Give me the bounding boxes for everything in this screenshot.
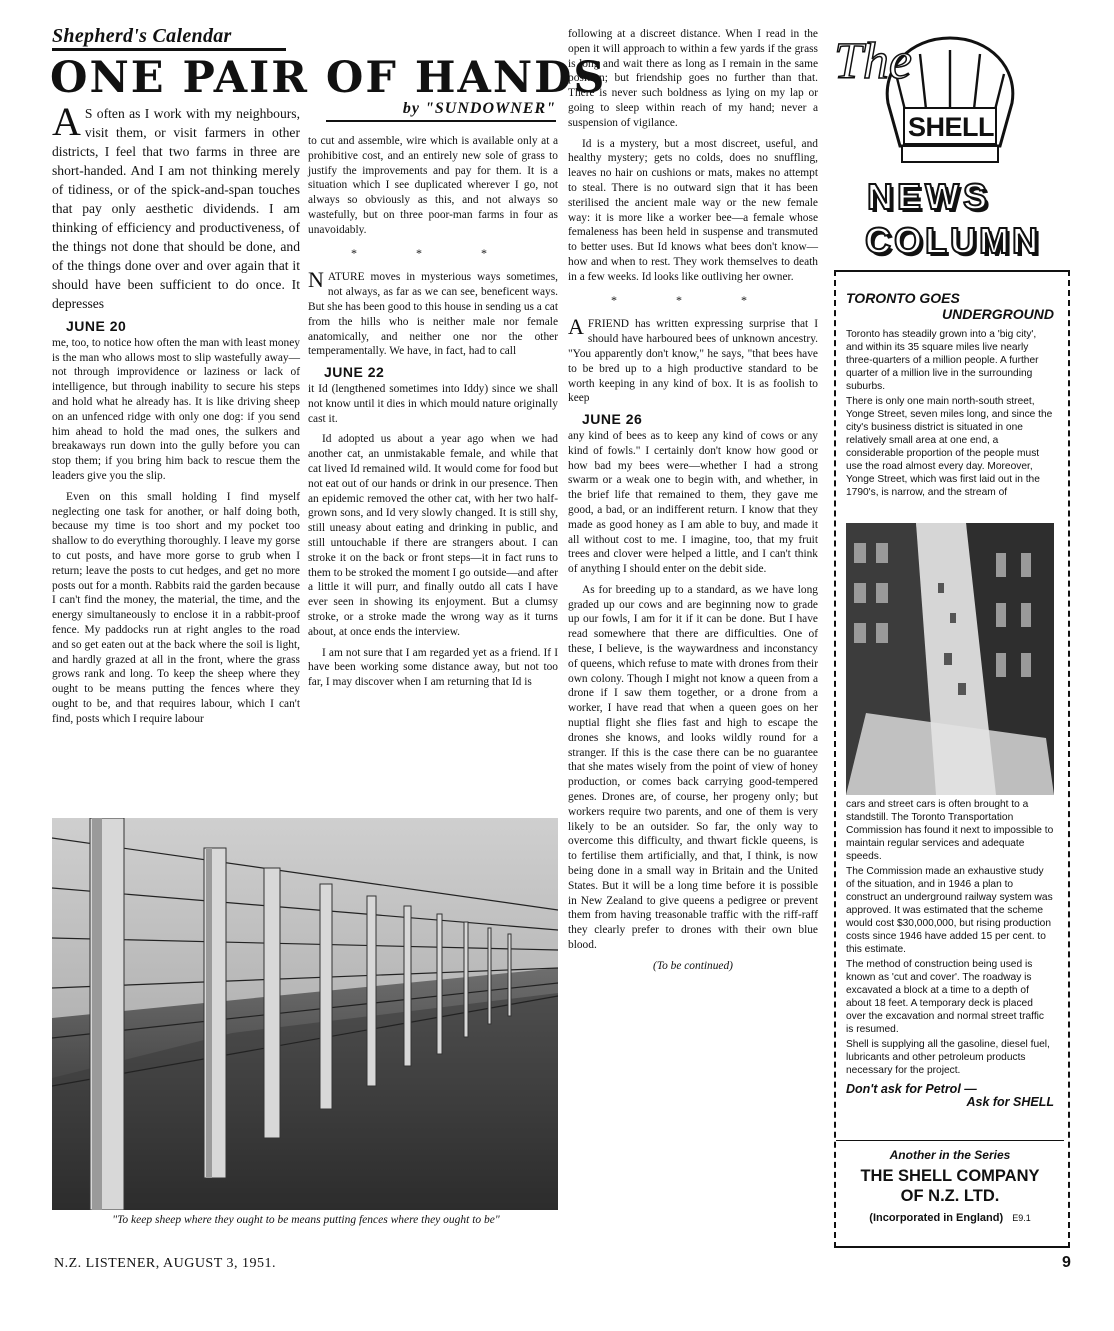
paragraph: Even on this small holding I find myself neglecting one task for another, or half doing both, because my time is too short and my pocket too shallow to do everything thoroughly. I leave my gorse to cut posts, and have more gorse to grub when I return; leave the posts to cut hedges, and get no more posts out for a month. Rabbits raid the garden because I can't find the money, the material, the time, and the energy simultaneously to enclose it in a rabbit-proof fence. My paddocks run at right angles to the road and so get eaten out at the back where the soil is light, and hardly grazed at all in the front, where the grass grows rank and long. To keep the sheep where they ought to be means putting the fences where they ought to be, and that requires labour, which I can't find, posts which I require labour [52,490,300,725]
fence-photo-image [52,818,558,1210]
shell-article-title-2: UNDERGROUND [942,306,1054,322]
byline: by "SUNDOWNER" [326,100,556,122]
shell-logo [830,28,1070,178]
shell-article-continued [846,798,1054,1109]
paragraph: As for breeding up to a standard, as we have long graded up our cows and are beginning now to grade up our fowls, I am for it if it can be done. But I have read somewhere that there are difficulties. One of these, I believe, is the waywardness and inconstancy of queens, which refuse to mate with drones from their own colony. Though I might not know a queen from a drone if I saw them together, or a drone from a worker, I have read that when a queen goes on her nuptial flight she flies fast and high to escape the drones she knows, and looks wildly round for a stranger. If this is the case there can be no guarantee that she mates wisely from the point of view of honey production, or comes back carrying good-tempered genes. Drones are, of course, her progeny only; but workers require two parents, and one of them is very likely to be an outsider. So far, the only way to overcome this difficulty, and thwart fickle queens, is to fertilise them artificially, and that, I think, is now being done in a small way in Britain and the United States. But it will be a long time before it is possible in New Zealand to give queens a pedigree or prevent them from having treasonable traffic with the riff-raff they clearly prefer to drones with their own blue blood. [568,583,818,952]
incorporated-note: (Incorporated in England) [869,1212,1004,1224]
paragraph: ATURE moves in mysterious ways sometimes, not always, as far as we can see, beneficent ways. But she has been good to this house in sending us a cat from the hills who is neither male nor female anatomically, and neither one nor the other temperamentally. We have, in fact, had to call [308,271,558,358]
paragraph: The Commission made an exhaustive study of the situation, and in 1946 a plan to construct an underground railway system was approved. It was estimated that the scheme would cost $30,000,000, but rising production costs since 1946 have added 15 per cent. to this estimate. [846,866,1053,955]
company-name-2: OF N.Z. LTD. [900,1187,1000,1205]
date-june-20: JUNE 20 [66,318,127,334]
headline: ONE PAIR OF HANDS [50,53,607,103]
paragraph: FRIEND has written expressing surprise that I should have harboured bees of unknown ancestry. "You apparently don't know," he says, "that bees have to be bred up to a high productive standard to be worth keeping in any kind of box. It is as foolish to keep [568,318,818,405]
ad-code: E9.1 [1012,1213,1031,1223]
dropcap: A [568,314,584,340]
paragraph: Shell is supplying all the gasoline, diesel fuel, lubricants and other petroleum products necessary for the project. [846,1039,1050,1076]
fence-photo [52,818,558,1210]
paragraph: cars and street cars is often brought to a standstill. The Toronto Transportation Commission has found it next to impossible to maintain regular services and adequate speeds. [846,799,1054,862]
section-title-text: Shepherd's Calendar [52,25,232,47]
continued-note: (To be continued) [653,959,733,972]
paragraph: There is only one main north-south street, Yonge Street, seven miles long, and since the city's business district is situated in one relatively small area at one end, a considerable proportion of the people must use the road almost every day. Moreover, Yonge Street, which was first laid out in the 1790's, is narrow, and the stream of [846,396,1053,498]
paragraph: Toronto has steadily grown into a 'big city', and within its 35 square miles live nearly three-quarters of a million people. A further quarter of a million live in the surrounding suburbs. [846,329,1039,392]
paragraph: I am not sure that I am regarded yet as a friend. If I have been working some distance away, but not too far, I may discover when I am returning that Id is [308,646,558,689]
page-number: 9 [1062,1254,1071,1271]
column-label: COLUMN [865,220,1041,261]
logo-the: The [834,33,912,90]
date-june-26: JUNE 26 [582,411,643,428]
slogan-line-1: Don't ask for Petrol — [846,1082,977,1096]
publication-footer: N.Z. LISTENER, AUGUST 3, 1951. [54,1256,277,1271]
dropcap: A [52,99,81,144]
paragraph: following at a discreet distance. When I read in the open it will approach to within a few yards if the grass is long and wait there as long as I remain in the same position; but friendship goes no further than that. There is never such boldness as lying on my lap or going to sleep within reach of my hand; never a suspension of vigilance. [568,28,818,129]
section-divider-stars: * * * [351,245,515,260]
yonge-street-photo [846,523,1054,795]
article-column-1 [52,99,301,733]
paragraph: S often as I work with my neighbours, visit them, or visit farmers in other districts, I feel that two farms in three are short-handed. And I am not thinking merely of tidiness, or of the spick-and-span touches that pay only aesthetic dividends. I am thinking of efficiency and productiveness, of the things not done that should be done, and of the things done over and over again that it should have been sufficient to do once. It depresses [52,106,300,311]
shell-ad-footer [836,1140,1064,1141]
yonge-street-image [846,523,1054,795]
news-column-banner [838,176,1066,266]
article-column-3 [568,27,818,974]
dropcap: N [308,267,324,293]
section-divider-stars: * * * [611,292,775,307]
paragraph: The method of construction being used is known as 'cut and cover'. The roadway is excavated a block at a time to a depth of about 18 feet. A temporary deck is placed over the excavation and normal street traffic is resumed. [846,959,1045,1035]
article-column-2 [308,134,558,696]
paragraph: Id is a mystery, but a most discreet, useful, and healthy mystery; gets no colds, does no snuffling, leaves no hair on cushions or mats, makes no attempt to steal. There is no outward sign that it has been sterilised the ancient male way or the new female way: it is more like a worker bee—a female whose femaleness has been held in suspense and transmuted to better uses. But Id knows what bees don't know—how and when to rest. They work themselves to death in a few weeks. Id looks like outliving her owner. [568,137,818,283]
shell-article-title-1: TORONTO GOES [846,290,960,306]
paragraph: to cut and assemble, wire which is available only at a prohibitive cost, and an entirely new sole of grass to justify the improvements and pay for them. It is a situation which I see duplicated wherever I go, not always so obviously as this, and not always so wastefully, but on three poor-man farms in four as unavoidably. [308,135,558,236]
photo-caption: "To keep sheep where they ought to be means putting fences where they ought to be" [112,1214,500,1226]
paragraph: Id adopted us about a year ago when we had another cat, an unmistakable female, and while that cat lived Id remained wild. It would come for food but not eat out of our hands or drink in our presence. Then an epidemic removed the other cat, with her two half-grown sons, and Id very slowly changed. It is still shy, still uneasy about eating and drinking in public, and still untouchable if there are strangers about. I can stroke it on the back or front steps—it in fact runs to them to be stroked the moment I go outside—and after a little it will purr, and finally outdo all cats I have ever seen in showing its enjoyment. But a clumsy stroke, or a stroke made the wrong way as it turns about, at once ends the interview. [308,433,558,638]
paragraph: any kind of bees as to keep any kind of cows or any kind of fowls." I certainly don't know how good or how bad my bees were—whether I had a strong swarm or a weak one to begin with, and whether, in the brief life that remained to them, they gave me good, a bad, or an indifferent return. I know that they made as good honey as I am able to buy, and made it all without cost to me. I imagine, too, that my fruit trees and clover were helped a little, and I can't think of anything I should enter on the debit side. [568,429,818,576]
paragraph: me, too, to notice how often the man with least money is the man who allows most to slip wastefully away—not through improvidence or laziness or lack of intelligence, but through inability to secure his steps and hold what he already has. It is like driving sheep on an unfenced ridge with only one dog: if you send him ahead to hold the mad ones, the sulkers and breakaways run down into the gully before you can stop them; if you bring him back to rescue them the leaders give you the slip. [52,336,301,482]
shell-company-block [838,1148,1062,1224]
section-title [52,25,286,51]
slogan-line-2: Ask for SHELL [966,1095,1054,1109]
news-label: NEWS [867,176,991,217]
logo-shell: SHELL [908,112,995,142]
shell-article [846,290,1054,501]
series-label: Another in the Series [889,1148,1011,1162]
paragraph: it Id (lengthened sometimes into Iddy) since we shall not know until it dies in which mould nature originally cast it. [308,382,558,425]
company-name-1: THE SHELL COMPANY [860,1167,1040,1185]
date-june-22: JUNE 22 [324,364,385,381]
